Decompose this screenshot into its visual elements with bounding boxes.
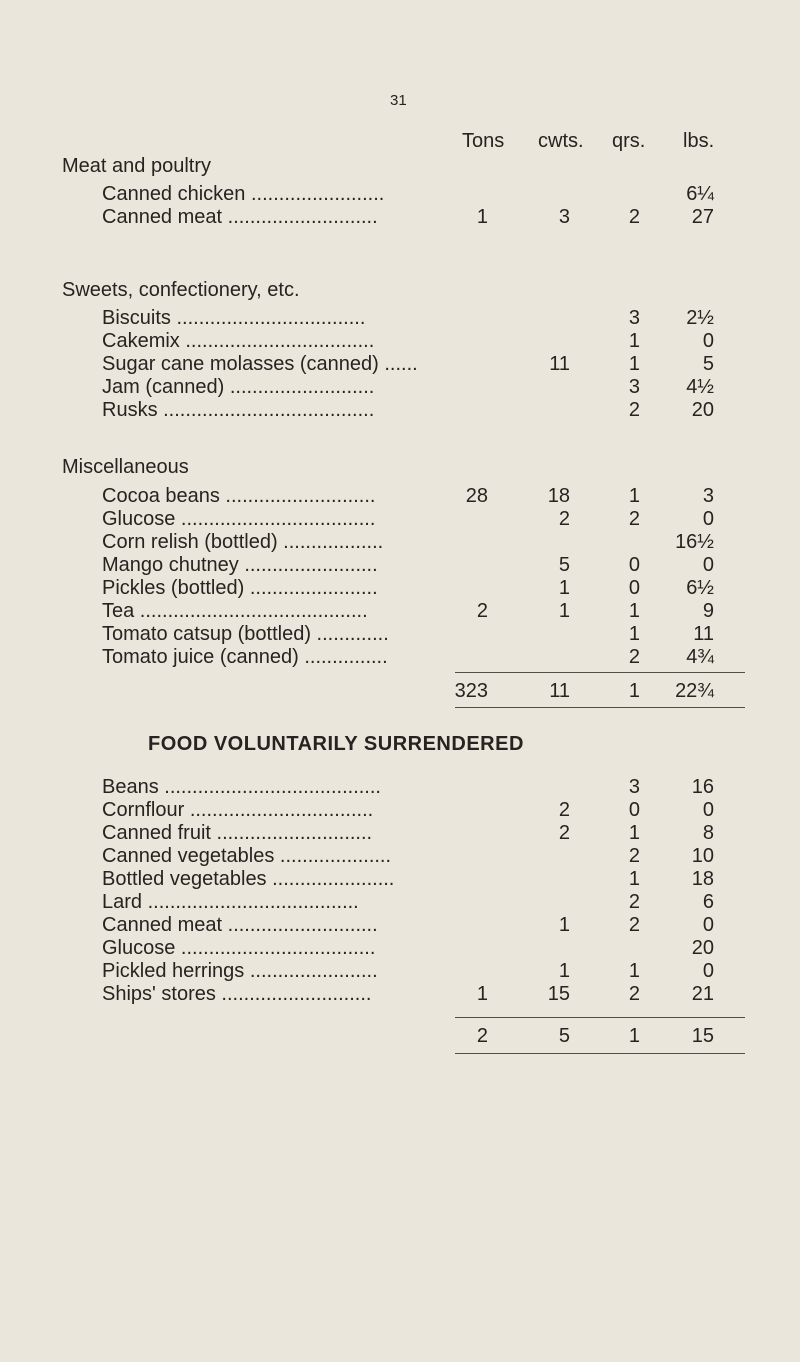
cell-qrs: 2 <box>628 983 640 1005</box>
page-number: 31 <box>390 92 407 109</box>
table-row <box>0 983 800 1005</box>
total-lbs: 22¾ <box>675 680 714 702</box>
cell-lbs: 0 <box>702 914 714 936</box>
row-label: Canned meat ........................... <box>102 914 378 936</box>
cell-lbs: 16 <box>691 776 714 798</box>
table-row <box>0 183 800 205</box>
cell-qrs: 1 <box>628 330 640 352</box>
cell-cwts: 1 <box>558 577 570 599</box>
cell-qrs: 0 <box>628 799 640 821</box>
section-title-meat: Meat and poultry <box>62 155 211 177</box>
cell-qrs: 1 <box>628 485 640 507</box>
row-label: Corn relish (bottled) .................. <box>102 531 384 553</box>
row-label: Glucose ................................... <box>102 937 376 959</box>
surrendered-total-rule-bottom <box>455 1053 745 1054</box>
row-label: Canned vegetables .................... <box>102 845 392 867</box>
table-row <box>0 206 800 228</box>
total-rule-top <box>455 672 745 673</box>
table-row <box>0 330 800 352</box>
cell-tons: 1 <box>476 206 488 228</box>
column-header-tons: Tons <box>462 130 505 152</box>
cell-lbs: 0 <box>702 554 714 576</box>
cell-lbs: 6¼ <box>686 183 714 205</box>
table-row <box>0 399 800 421</box>
cell-qrs: 3 <box>628 307 640 329</box>
table-row <box>0 531 800 553</box>
cell-qrs: 1 <box>628 822 640 844</box>
cell-qrs: 1 <box>628 600 640 622</box>
row-label: Mango chutney ........................ <box>102 554 378 576</box>
total-row <box>0 680 800 702</box>
cell-lbs: 0 <box>702 799 714 821</box>
row-label: Ships' stores ........................... <box>102 983 372 1005</box>
cell-qrs: 0 <box>628 577 640 599</box>
row-label: Cakemix .................................. <box>102 330 375 352</box>
cell-lbs: 0 <box>702 960 714 982</box>
cell-cwts: 5 <box>558 554 570 576</box>
cell-qrs: 2 <box>628 508 640 530</box>
cell-lbs: 6 <box>702 891 714 913</box>
cell-lbs: 0 <box>702 330 714 352</box>
row-label: Jam (canned) .......................... <box>102 376 375 398</box>
row-label: Sugar cane molasses (canned) ...... <box>102 353 418 375</box>
table-row <box>0 600 800 622</box>
cell-qrs: 1 <box>628 623 640 645</box>
cell-cwts: 1 <box>558 600 570 622</box>
cell-tons: 1 <box>476 983 488 1005</box>
total-rule-bottom <box>455 707 745 708</box>
cell-lbs: 4½ <box>686 376 714 398</box>
cell-lbs: 8 <box>702 822 714 844</box>
cell-cwts: 2 <box>558 822 570 844</box>
row-label: Bottled vegetables ...................... <box>102 868 395 890</box>
section-heading-surrendered: FOOD VOLUNTARILY SURRENDERED <box>148 733 524 755</box>
cell-qrs: 0 <box>628 554 640 576</box>
total-qrs: 1 <box>628 680 640 702</box>
cell-lbs: 0 <box>702 508 714 530</box>
row-label: Tomato catsup (bottled) ............. <box>102 623 389 645</box>
total-qrs: 1 <box>628 1025 640 1047</box>
cell-lbs: 3 <box>702 485 714 507</box>
table-row <box>0 577 800 599</box>
cell-qrs: 2 <box>628 646 640 668</box>
table-row <box>0 776 800 798</box>
row-label: Tomato juice (canned) ............... <box>102 646 388 668</box>
cell-lbs: 21 <box>691 983 714 1005</box>
cell-cwts: 1 <box>558 914 570 936</box>
cell-cwts: 1 <box>558 960 570 982</box>
table-row <box>0 891 800 913</box>
cell-qrs: 3 <box>628 376 640 398</box>
row-label: Canned meat ........................... <box>102 206 378 228</box>
row-label: Tea ......................................... <box>102 600 368 622</box>
section-title-sweets: Sweets, confectionery, etc. <box>62 279 300 301</box>
cell-tons: 28 <box>465 485 488 507</box>
table-row <box>0 485 800 507</box>
cell-lbs: 16½ <box>675 531 714 553</box>
row-label: Cocoa beans ........................... <box>102 485 376 507</box>
cell-qrs: 2 <box>628 399 640 421</box>
table-row <box>0 353 800 375</box>
total-lbs: 15 <box>691 1025 714 1047</box>
cell-qrs: 1 <box>628 353 640 375</box>
cell-lbs: 27 <box>691 206 714 228</box>
cell-lbs: 4¾ <box>686 646 714 668</box>
cell-qrs: 1 <box>628 868 640 890</box>
total-tons: 2 <box>476 1025 488 1047</box>
row-label: Pickled herrings ....................... <box>102 960 378 982</box>
row-label: Lard ...................................... <box>102 891 359 913</box>
table-row <box>0 307 800 329</box>
column-headers <box>0 130 800 156</box>
row-label: Pickles (bottled) ....................... <box>102 577 378 599</box>
surrendered-total-rule-top <box>455 1017 745 1018</box>
surrendered-total-row <box>0 1025 800 1047</box>
cell-lbs: 18 <box>691 868 714 890</box>
table-row <box>0 554 800 576</box>
table-row <box>0 937 800 959</box>
cell-tons: 2 <box>476 600 488 622</box>
total-cwts: 5 <box>558 1025 570 1047</box>
column-header-qrs: qrs. <box>612 130 646 152</box>
section-title-misc: Miscellaneous <box>62 456 189 478</box>
cell-cwts: 11 <box>549 353 570 375</box>
row-label: Rusks ...................................... <box>102 399 375 421</box>
table-row <box>0 868 800 890</box>
cell-lbs: 20 <box>691 399 714 421</box>
row-label: Biscuits .................................. <box>102 307 366 329</box>
cell-cwts: 2 <box>558 508 570 530</box>
table-row <box>0 799 800 821</box>
total-cwts: 11 <box>549 680 570 702</box>
table-row <box>0 376 800 398</box>
cell-lbs: 5 <box>702 353 714 375</box>
table-row <box>0 508 800 530</box>
cell-lbs: 2½ <box>686 307 714 329</box>
cell-cwts: 2 <box>558 799 570 821</box>
row-label: Beans ....................................... <box>102 776 381 798</box>
cell-qrs: 2 <box>628 845 640 867</box>
cell-lbs: 10 <box>691 845 714 867</box>
cell-lbs: 6½ <box>686 577 714 599</box>
cell-cwts: 18 <box>547 485 570 507</box>
cell-cwts: 3 <box>558 206 570 228</box>
table-row <box>0 914 800 936</box>
cell-qrs: 3 <box>628 776 640 798</box>
cell-qrs: 2 <box>628 914 640 936</box>
cell-qrs: 2 <box>628 891 640 913</box>
column-header-lbs: lbs. <box>683 130 715 152</box>
cell-lbs: 20 <box>691 937 714 959</box>
cell-qrs: 2 <box>628 206 640 228</box>
cell-qrs: 1 <box>628 960 640 982</box>
table-row <box>0 822 800 844</box>
table-row <box>0 623 800 645</box>
row-label: Canned chicken ........................ <box>102 183 385 205</box>
row-label: Cornflour ................................. <box>102 799 374 821</box>
row-label: Canned fruit ............................ <box>102 822 373 844</box>
table-row <box>0 646 800 668</box>
cell-lbs: 11 <box>693 623 714 645</box>
table-row <box>0 960 800 982</box>
cell-lbs: 9 <box>702 600 714 622</box>
row-label: Glucose ................................... <box>102 508 376 530</box>
table-row <box>0 845 800 867</box>
column-header-cwts: cwts. <box>538 130 584 152</box>
total-tons: 323 <box>454 680 488 702</box>
cell-cwts: 15 <box>547 983 570 1005</box>
